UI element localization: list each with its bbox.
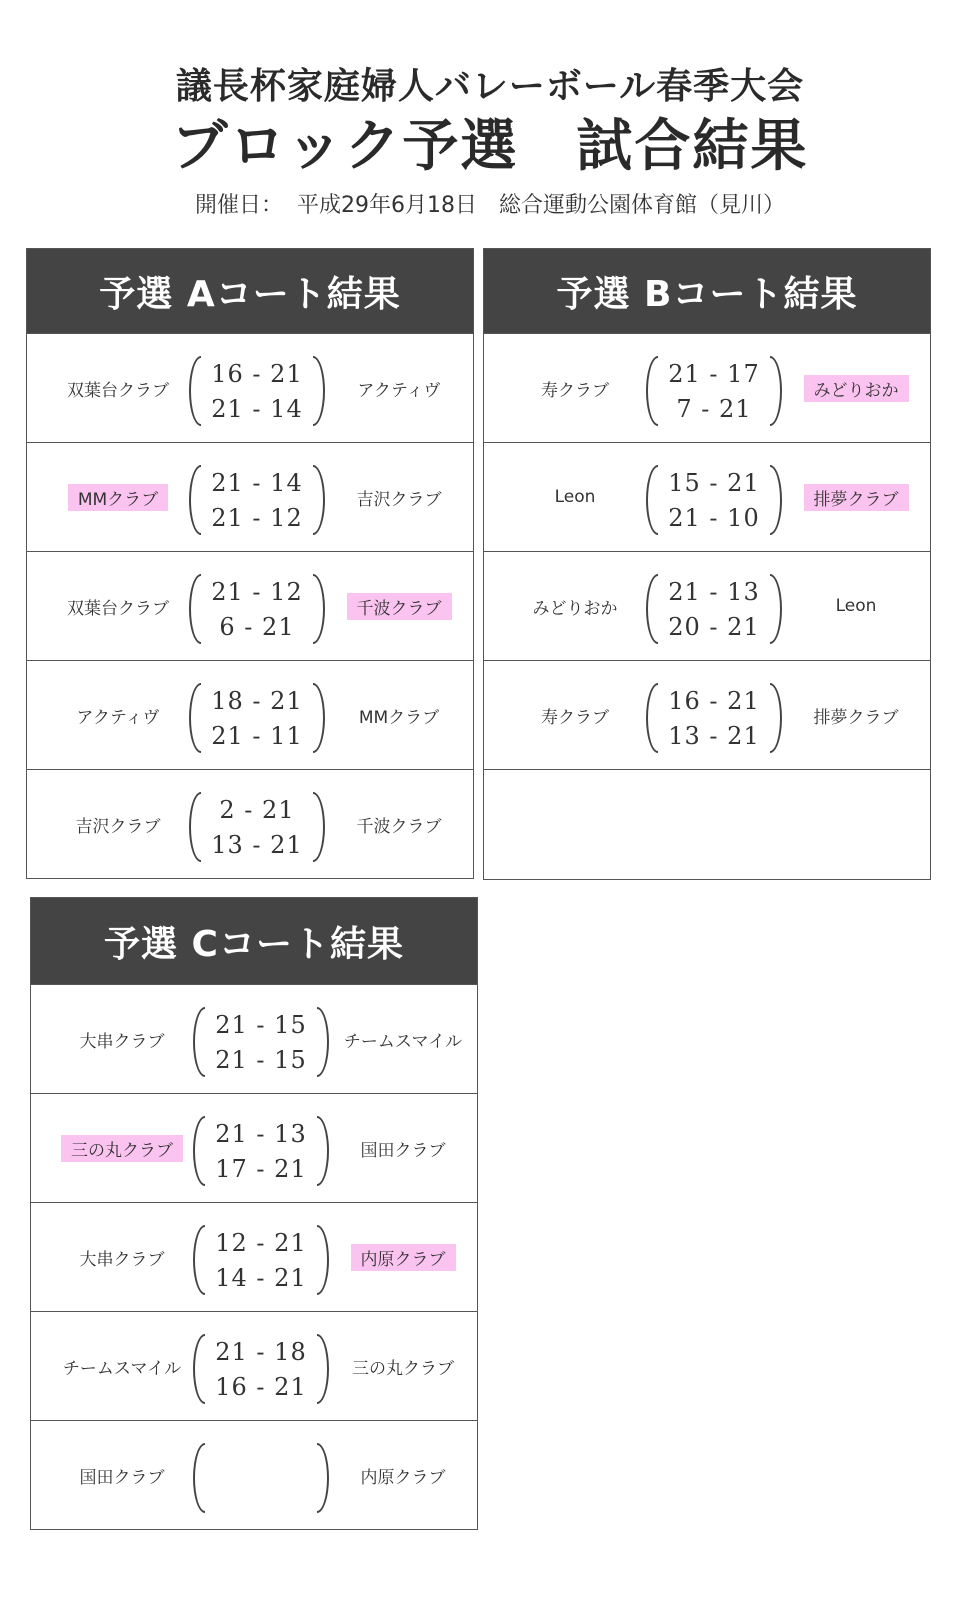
team-left-name: 寿クラブ: [541, 380, 609, 401]
set2-score: 21 - 11: [211, 722, 303, 750]
set1-score: 18 - 21: [211, 687, 303, 715]
match-row: [484, 660, 930, 769]
team-left-name: みどりおか: [532, 598, 618, 619]
team-left-name: 大串クラブ: [79, 1249, 165, 1270]
score-block: [187, 443, 327, 551]
right-paren: [313, 356, 325, 426]
right-paren: [313, 465, 325, 535]
event-date-venue: 開催日： 平成29年6月18日 総合運動公園体育館（見川）: [195, 193, 785, 218]
right-paren: [770, 465, 782, 535]
set1-score: 21 - 17: [668, 360, 760, 388]
match-row: [27, 769, 473, 878]
team-right-name: 排夢クラブ: [813, 707, 899, 728]
set1-score: 16 - 21: [211, 360, 303, 388]
right-paren: [317, 1007, 329, 1077]
team-left: [490, 552, 660, 660]
team-right: [329, 770, 469, 878]
right-paren: [317, 1443, 329, 1513]
team-right: [333, 985, 473, 1093]
team-left-name: 双葉台クラブ: [67, 598, 169, 619]
team-left: [33, 334, 203, 442]
tournament-title: 議長杯家庭婦人バレーボール春季大会: [175, 66, 805, 107]
team-left: [37, 1421, 207, 1529]
set1-score: 2 - 21: [219, 796, 295, 824]
match-row: [484, 442, 930, 551]
court-c-title: 予選 Cコート結果: [31, 898, 477, 984]
team-right: [786, 443, 926, 551]
match-row: [484, 333, 930, 442]
court-c-panel: [30, 897, 478, 1530]
court-a-panel: [26, 248, 474, 879]
team-left: [33, 443, 203, 551]
team-right: [329, 334, 469, 442]
team-right: [786, 661, 926, 769]
team-right: [333, 1312, 473, 1420]
match-row: [31, 1311, 477, 1420]
right-paren: [770, 356, 782, 426]
set2-score: 14 - 21: [215, 1264, 307, 1292]
set1-score: 21 - 14: [211, 469, 303, 497]
team-left: [490, 661, 660, 769]
team-left-name: Leon: [554, 487, 596, 507]
set1-score: 16 - 21: [668, 687, 760, 715]
set2-score: 7 - 21: [676, 395, 752, 423]
right-paren: [317, 1225, 329, 1295]
team-right: [786, 334, 926, 442]
set1-score: 12 - 21: [215, 1229, 307, 1257]
team-right: [333, 1094, 473, 1202]
match-row: [27, 551, 473, 660]
team-right-name: アクティヴ: [357, 380, 441, 401]
match-row: [27, 442, 473, 551]
team-right-name: 内原クラブ: [351, 1244, 456, 1271]
team-right-name: 内原クラブ: [360, 1467, 446, 1488]
set1-score: 21 - 18: [215, 1338, 307, 1366]
team-right: [329, 661, 469, 769]
team-right-name: 三の丸クラブ: [352, 1358, 454, 1379]
team-left: [37, 985, 207, 1093]
match-row: [27, 660, 473, 769]
set2-score: 21 - 10: [668, 504, 760, 532]
match-row: [31, 984, 477, 1093]
score-block: [191, 1203, 331, 1311]
set1-score: 21 - 15: [215, 1011, 307, 1039]
team-right-name: 排夢クラブ: [804, 484, 909, 511]
set2-score: 21 - 14: [211, 395, 303, 423]
score-block: [191, 1094, 331, 1202]
team-left: [33, 770, 203, 878]
score-block: [644, 334, 784, 442]
team-right: [333, 1421, 473, 1529]
team-right-name: 千波クラブ: [356, 816, 442, 837]
team-left-name: 国田クラブ: [79, 1467, 165, 1488]
match-row: [31, 1202, 477, 1311]
set2-score: 13 - 21: [668, 722, 760, 750]
set2-score: 21 - 15: [215, 1046, 307, 1074]
team-left: [37, 1312, 207, 1420]
team-right-name: 吉沢クラブ: [356, 489, 442, 510]
team-left-name: チームスマイル: [62, 1358, 182, 1379]
set2-score: 6 - 21: [219, 613, 295, 641]
right-paren: [317, 1116, 329, 1186]
match-row: [31, 1093, 477, 1202]
right-paren: [770, 574, 782, 644]
team-left-name: 三の丸クラブ: [61, 1135, 183, 1162]
set2-score: 16 - 21: [215, 1373, 307, 1401]
team-left-name: 吉沢クラブ: [75, 816, 161, 837]
set2-score: 21 - 12: [211, 504, 303, 532]
score-block: [187, 770, 327, 878]
team-right-name: みどりおか: [804, 375, 909, 402]
score-block: [187, 661, 327, 769]
court-b-title: 予選 Bコート結果: [484, 249, 930, 333]
set1-score: 21 - 13: [215, 1120, 307, 1148]
set1-score: 21 - 13: [668, 578, 760, 606]
team-left: [37, 1203, 207, 1311]
score-block: [644, 443, 784, 551]
team-left: [33, 552, 203, 660]
score-block: [187, 552, 327, 660]
team-left-name: 寿クラブ: [541, 707, 609, 728]
team-right: [786, 552, 926, 660]
court-a-title: 予選 Aコート結果: [27, 249, 473, 333]
score-block: [187, 334, 327, 442]
team-left-name: 双葉台クラブ: [67, 380, 169, 401]
team-right: [329, 552, 469, 660]
team-left: [490, 334, 660, 442]
team-right-name: 千波クラブ: [347, 593, 452, 620]
right-paren: [317, 1334, 329, 1404]
right-paren: [313, 683, 325, 753]
set2-score: 20 - 21: [668, 613, 760, 641]
set1-score: 15 - 21: [668, 469, 760, 497]
team-left-name: アクティヴ: [76, 707, 160, 728]
team-right: [333, 1203, 473, 1311]
team-left: [33, 661, 203, 769]
score-block: [191, 1312, 331, 1420]
match-row: [484, 551, 930, 660]
score-block: [644, 661, 784, 769]
team-left: [490, 443, 660, 551]
score-block: [191, 1421, 331, 1529]
team-right-name: Leon: [835, 596, 877, 616]
score-block: [644, 552, 784, 660]
team-right-name: チームスマイル: [343, 1031, 463, 1052]
set1-score: 21 - 12: [211, 578, 303, 606]
right-paren: [313, 792, 325, 862]
court-b-panel: [483, 248, 931, 880]
empty-row: [484, 769, 930, 879]
left-paren: [193, 1443, 205, 1513]
right-paren: [770, 683, 782, 753]
team-right: [329, 443, 469, 551]
score-block: [191, 985, 331, 1093]
right-paren: [313, 574, 325, 644]
match-row: [31, 1420, 477, 1529]
match-row: [27, 333, 473, 442]
set2-score: 13 - 21: [211, 831, 303, 859]
team-left: [37, 1094, 207, 1202]
set2-score: 17 - 21: [215, 1155, 307, 1183]
team-right-name: 国田クラブ: [360, 1140, 446, 1161]
team-left-name: 大串クラブ: [79, 1031, 165, 1052]
page-title: ブロック予選 試合結果: [171, 114, 809, 179]
team-left-name: MMクラブ: [68, 484, 168, 511]
team-right-name: MMクラブ: [358, 707, 440, 728]
